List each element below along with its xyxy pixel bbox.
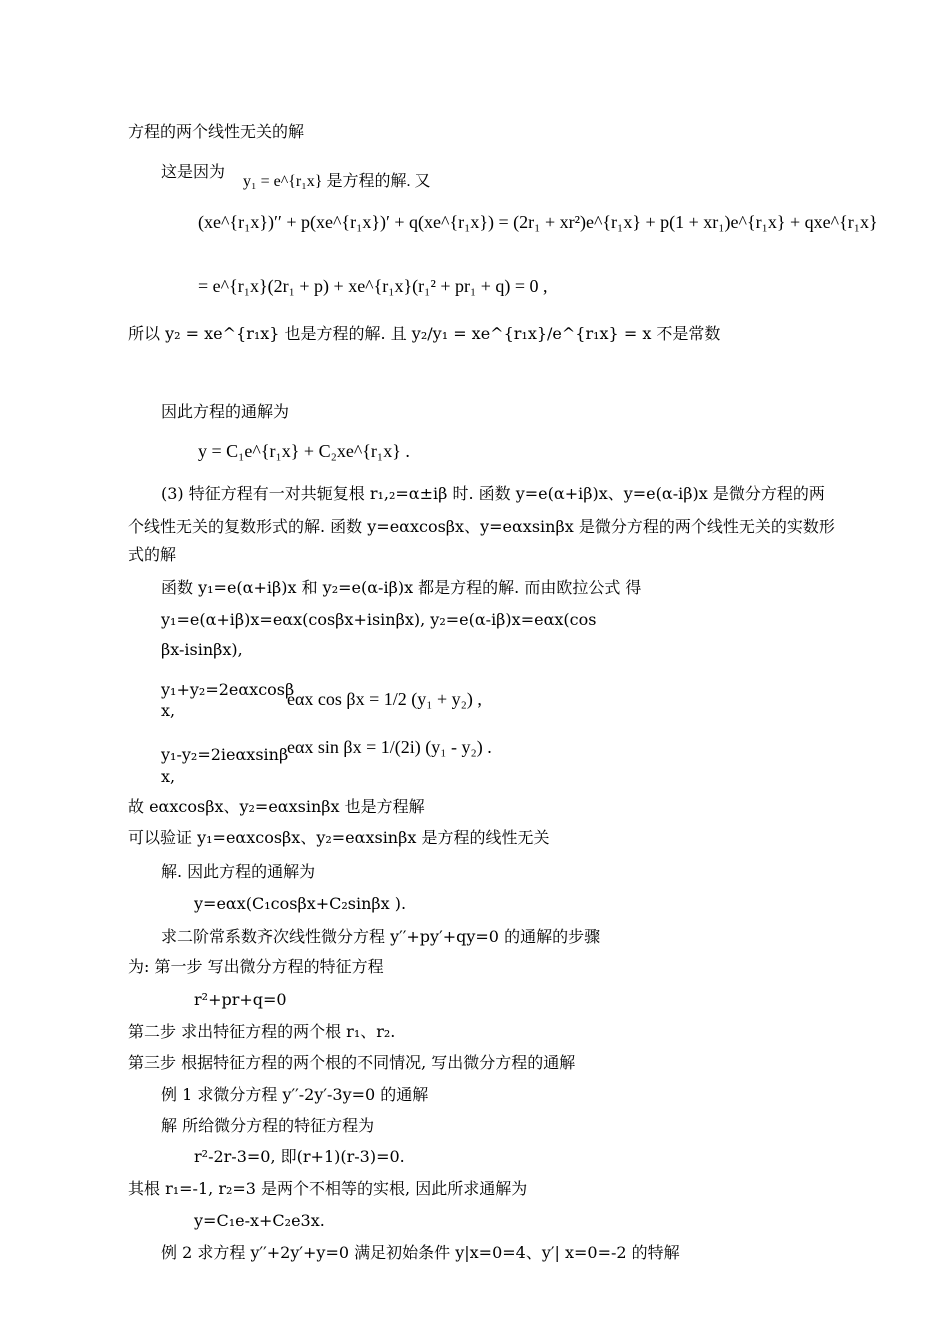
text-line: 这是因为 [161, 162, 226, 181]
text-line: r²-2r-3=0, 即(r+1)(r-3)=0. [194, 1147, 405, 1166]
equation-4: eαx cos βx = 1/2 (y₁ + y₂) , [287, 689, 482, 709]
text-line: 式的解 [128, 545, 177, 564]
text-line: βx-isinβx), [161, 640, 243, 659]
equation-5: eαx sin βx = 1/(2i) (y₁ - y₂) . [287, 737, 492, 757]
text-line: y₁=e(α+iβ)x=eαx(cosβx+isinβx), y₂=e(α-iβ)x=eαx(cos [161, 610, 597, 629]
text-line: 为: 第一步 写出微分方程的特征方程 [128, 957, 384, 976]
text-line: 函数 y₁=e(α+iβ)x 和 y₂=e(α-iβ)x 都是方程的解. 而由欧拉公式 得 [161, 578, 642, 597]
text-line: y₁-y₂=2ieαxsinβ [161, 745, 289, 764]
equation-2: = e^{r₁x}(2r₁ + p) + xe^{r₁x}(r₁² + pr₁ + q) = 0 , [198, 276, 548, 296]
text-line: 可以验证 y₁=eαxcosβx、y₂=eαxsinβx 是方程的线性无关 [128, 828, 550, 847]
text-line: 故 eαxcosβx、y₂=eαxsinβx 也是方程解 [128, 797, 425, 816]
text-line: 其根 r₁=-1, r₂=3 是两个不相等的实根, 因此所求通解为 [128, 1179, 528, 1198]
formula-line: y₁ = e^{r₁x} 是方程的解. 又 [243, 173, 431, 190]
text-line: y=C₁e-x+C₂e3x. [194, 1211, 325, 1230]
text-line: 因此方程的通解为 [161, 402, 290, 421]
text-line: 第三步 根据特征方程的两个根的不同情况, 写出微分方程的通解 [128, 1053, 576, 1072]
text-line: r²+pr+q=0 [194, 990, 287, 1009]
text-line: 例 2 求方程 y′′+2y′+y=0 满足初始条件 y|x=0=4、y′| x=0=-2 的特解 [161, 1243, 680, 1262]
text-line: (3) 特征方程有一对共轭复根 r₁,₂=α±iβ 时. 函数 y=e(α+iβ)x、y=e(α-iβ)x 是微分方程的两 [161, 484, 825, 503]
equation-1: (xe^{r₁x})′′ + p(xe^{r₁x})′ + q(xe^{r₁x}) = (2r₁ + xr²)e^{r₁x} + p(1 + xr₁)e^{r₁x} + qxe^{r₁x} [198, 212, 878, 232]
text-line: 个线性无关的复数形式的解. 函数 y=eαxcosβx、y=eαxsinβx 是微分方程的两个线性无关的实数形 [128, 517, 835, 536]
text-line: 例 1 求微分方程 y′′-2y′-3y=0 的通解 [161, 1085, 429, 1104]
equation-3: y = C₁e^{r₁x} + C₂xe^{r₁x} . [198, 441, 410, 461]
text-line: y₁+y₂=2eαxcosβ [161, 680, 295, 699]
text-line: 第二步 求出特征方程的两个根 r₁、r₂. [128, 1022, 396, 1041]
text-line: y=eαx(C₁cosβx+C₂sinβx ). [194, 894, 407, 913]
text-line: x, [161, 701, 176, 720]
text-line: x, [161, 767, 176, 786]
text-line: 求二阶常系数齐次线性微分方程 y′′+py′+qy=0 的通解的步骤 [161, 927, 601, 946]
text-line: 解. 因此方程的通解为 [161, 862, 316, 881]
text-line: 方程的两个线性无关的解 [128, 122, 305, 141]
text-line: 所以 y₂ = xe^{r₁x} 也是方程的解. 且 y₂/y₁ = xe^{r₁x}/e^{r₁x} = x 不是常数 [128, 324, 721, 343]
text-line: 解 所给微分方程的特征方程为 [161, 1116, 375, 1135]
